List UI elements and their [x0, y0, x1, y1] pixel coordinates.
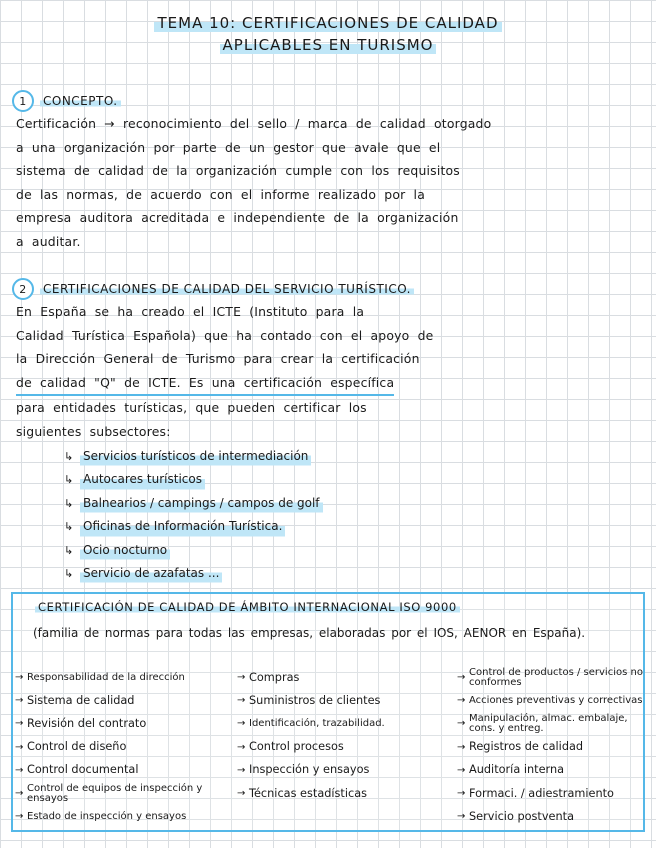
arrow-icon: → [237, 741, 246, 753]
paragraph-line: Certificación → reconocimiento del sello / marca de calidad otorgado [16, 116, 492, 131]
table-row [15, 805, 643, 828]
requirement-item [237, 672, 457, 683]
table-row [15, 782, 643, 805]
requirement-label: Control de productos / servicios no conformes [469, 666, 643, 688]
arrow-icon: → [15, 741, 24, 753]
section-number-badge: 1 [12, 90, 34, 112]
arrow-icon: → [237, 764, 246, 776]
requirement-item [237, 718, 457, 729]
requirement-label: Sistema de calidad [27, 693, 135, 707]
requirement-item [15, 784, 237, 804]
requirement-item [457, 668, 643, 688]
paragraph-line: Calidad Turística Española) que ha contado con el apoyo de [16, 327, 434, 343]
list-item: ↳ Balnearios / campings / campos de golf [64, 492, 323, 515]
requirement-item [15, 672, 237, 683]
arrow-icon: → [237, 718, 246, 730]
requirement-item [237, 695, 457, 706]
requirement-label: Técnicas estadísticas [249, 786, 368, 800]
paragraph-line: de las normas, de acuerdo con el informe realizado por la [16, 186, 425, 202]
requirement-label: Inspección y ensayos [249, 763, 370, 777]
paragraph-line: la Dirección General de Turismo para crear la certificación [16, 351, 420, 366]
requirement-label: Identificación, trazabilidad. [249, 717, 385, 729]
arrow-icon: → [457, 741, 466, 753]
paragraph-line: para entidades turísticas, que pueden certificar los [16, 400, 367, 415]
hook-arrow-icon: ↳ [64, 473, 74, 487]
requirement-item [237, 742, 457, 753]
section-number-badge: 2 [12, 278, 34, 300]
box-description: (familia de normas para todas las empresas, elaboradas por el IOS, AENOR en España). [33, 626, 586, 640]
arrow-icon: → [457, 764, 466, 776]
requirement-label: Auditoría interna [469, 763, 565, 777]
iso-9000-box [11, 592, 645, 832]
requirement-label: Control procesos [249, 740, 344, 754]
arrow-icon: → [457, 811, 466, 823]
arrow-icon: → [15, 672, 24, 684]
section-2-paragraph [16, 300, 640, 443]
list-item: ↳ Servicios turísticos de intermediación [64, 445, 323, 468]
hook-arrow-icon: ↳ [64, 496, 74, 510]
requirement-item [457, 742, 643, 753]
hook-arrow-icon: ↳ [64, 520, 74, 534]
arrow-icon: → [15, 764, 24, 776]
iso-requirements-grid [15, 666, 643, 828]
requirement-item [237, 788, 457, 799]
arrow-icon: → [15, 811, 24, 823]
requirement-item [15, 742, 237, 753]
arrow-icon: → [457, 672, 466, 684]
page-title [0, 12, 656, 56]
requirement-label: Control de diseño [27, 740, 127, 754]
paragraph-line: sistema de calidad de la organización cumple con los requisitos [16, 163, 460, 178]
table-row [15, 666, 643, 689]
paragraph-line: siguientes subsectores: [16, 423, 171, 439]
requirement-item [15, 718, 237, 729]
paragraph-line: a una organización por parte de un gestor que avale que el [16, 139, 441, 155]
arrow-icon: → [15, 788, 24, 800]
arrow-icon: → [457, 695, 466, 707]
arrow-icon: → [237, 695, 246, 707]
paragraph-line: a auditar. [16, 233, 81, 249]
arrow-icon: → [15, 718, 24, 730]
requirement-label: Responsabilidad de la dirección [27, 671, 185, 683]
box-title: CERTIFICACIÓN DE CALIDAD DE ÁMBITO INTERNACIONAL ISO 9000 [35, 600, 460, 614]
table-row [15, 689, 643, 712]
list-item: ↳ Oficinas de Información Turística. [64, 515, 323, 538]
paragraph-line: empresa auditora acreditada e independiente de la organización [16, 210, 459, 225]
requirement-item [457, 765, 643, 776]
list-item: ↳ Autocares turísticos [64, 468, 323, 491]
requirement-label: Estado de inspección y ensayos [27, 810, 187, 822]
table-row [15, 712, 643, 735]
list-item: ↳ Ocio nocturno [64, 539, 323, 562]
hook-arrow-icon: ↳ [64, 450, 74, 463]
hook-arrow-icon: ↳ [64, 567, 74, 581]
requirement-item [457, 811, 643, 822]
arrow-icon: → [237, 672, 246, 684]
requirement-label: Compras [249, 670, 300, 684]
requirement-item [237, 765, 457, 776]
requirement-item [457, 695, 643, 706]
paragraph-line: de calidad "Q" de ICTE. Es una certificación específica [16, 371, 394, 397]
requirement-label: Formaci. / adiestramiento [469, 786, 614, 800]
arrow-icon: → [457, 788, 466, 800]
requirement-label: Manipulación, almac. embalaje, cons. y entreg. [469, 712, 628, 734]
requirement-item [15, 765, 237, 776]
section-heading-text: CONCEPTO. [40, 94, 121, 108]
table-row [15, 736, 643, 759]
title-line-1: TEMA 10: CERTIFICACIONES DE CALIDAD [154, 12, 501, 34]
requirement-item [457, 714, 643, 734]
section-1-heading [12, 90, 121, 112]
table-row [15, 759, 643, 782]
paragraph-line: En España se ha creado el ICTE (Instituto para la [16, 304, 365, 319]
requirement-label: Acciones preventivas y correctivas [469, 694, 643, 706]
requirement-item [15, 811, 237, 822]
subsector-list [64, 445, 323, 585]
requirement-label: Control documental [27, 763, 139, 777]
title-line-2: APLICABLES EN TURISMO [220, 34, 437, 56]
section-heading-text: CERTIFICACIONES DE CALIDAD DEL SERVICIO TURÍSTICO. [40, 282, 414, 296]
requirement-label: Control de equipos de inspección y ensayos [27, 782, 203, 804]
requirement-item [15, 695, 237, 706]
hook-arrow-icon: ↳ [64, 543, 74, 557]
arrow-icon: → [237, 788, 246, 800]
requirement-label: Revisión del contrato [27, 716, 147, 730]
requirement-label: Registros de calidad [469, 740, 584, 754]
requirement-item [457, 788, 643, 799]
arrow-icon: → [457, 718, 466, 730]
section-2-heading [12, 278, 414, 300]
section-1-paragraph [16, 112, 640, 253]
arrow-icon: → [15, 695, 24, 707]
requirement-label: Suministros de clientes [249, 693, 381, 707]
list-item: ↳ Servicio de azafatas ... [64, 562, 323, 585]
requirement-label: Servicio postventa [469, 809, 574, 823]
